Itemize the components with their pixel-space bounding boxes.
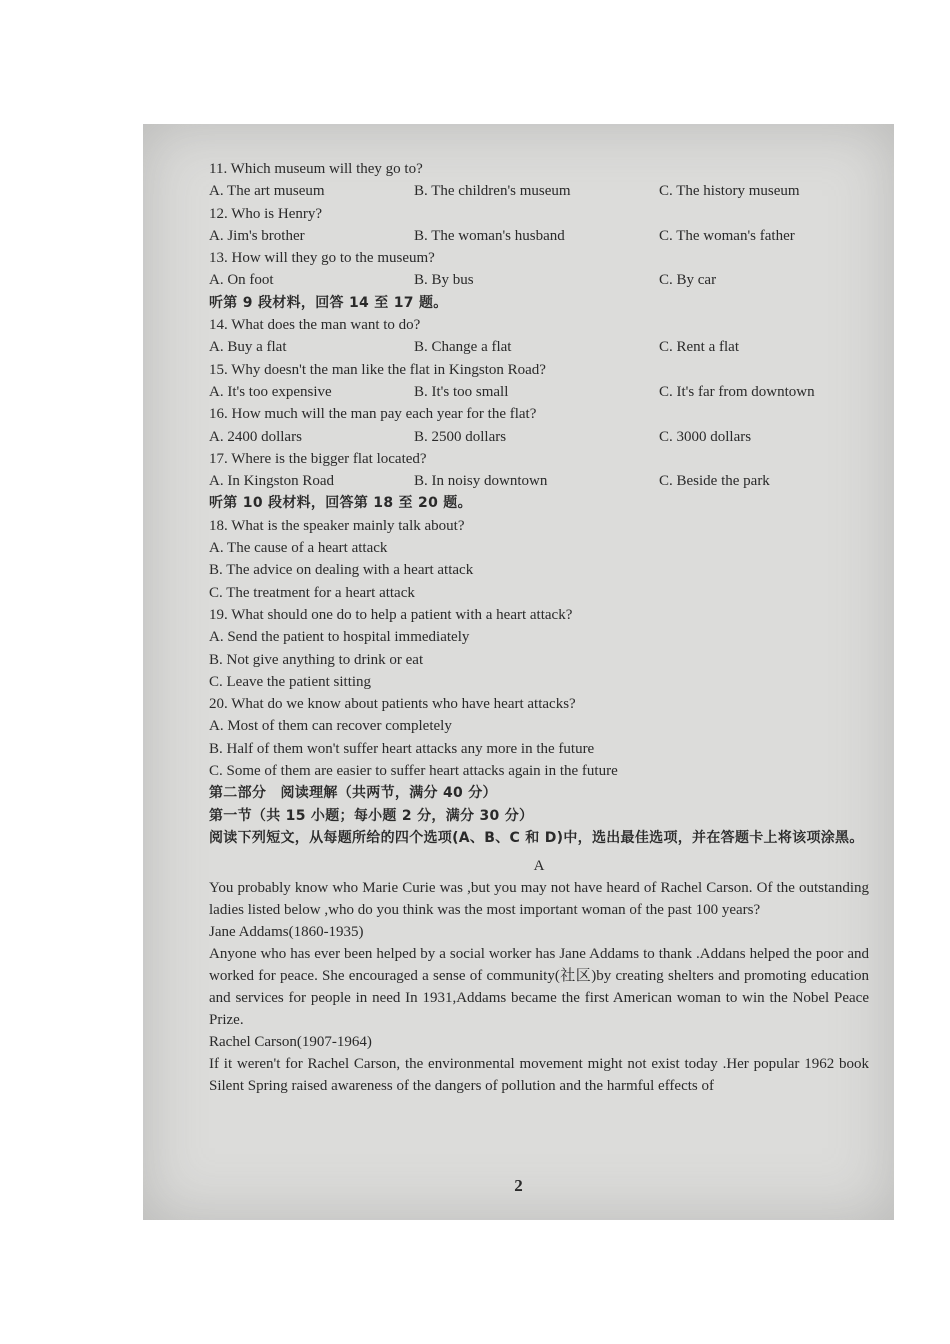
question-text: 11. Which museum will they go to? [209,161,423,177]
question-11 [209,158,869,203]
question-17 [209,448,869,493]
person-2-paragraph: If it weren't for Rachel Carson, the environmental movement might not exist today .Her popular 1962 book Silent Spring raised awareness of the dangers of pollution and the harmful effects of [209,1056,869,1095]
question-text: 13. How will they go to the museum? [209,250,435,267]
option-a: A. Buy a flat [209,339,287,356]
page-content [209,158,869,1097]
option-c: C. Beside the park [659,473,770,490]
question-13 [209,247,869,292]
option-b: B. The woman's husband [414,227,565,244]
question-text: 14. What does the man want to do? [209,317,421,334]
option-a: A. The cause of a heart attack [209,540,388,557]
option-a: A. In Kingston Road [209,473,334,490]
question-text: 16. How much will the man pay each year for the flat? [209,406,537,423]
option-a: A. It's too expensive [209,383,332,400]
part-2-heading: 第二部分 阅读理解（共两节，满分 40 分） [209,785,497,802]
question-text: 19. What should one do to help a patient with a heart attack? [209,606,573,623]
option-c: C. The history museum [659,183,800,200]
option-b: B. It's too small [414,383,509,400]
passage-intro: You probably know who Marie Curie was ,but you may not have heard of Rachel Carson. Of the outstanding ladies listed below ,who do you think was the most important woman of the past 100 years? [209,880,869,919]
option-a: A. Most of them can recover completely [209,718,452,735]
option-b: B. Half of them won't suffer heart attacks any more in the future [209,740,595,757]
option-b: B. In noisy downtown [414,473,548,490]
question-text: 15. Why doesn't the man like the flat in Kingston Road? [209,361,546,378]
option-c: C. The woman's father [659,227,795,244]
reading-instructions: 阅读下列短文，从每题所给的四个选项(A、B、C 和 D)中，选出最佳选项，并在答题卡上将该项涂黑。 [209,829,864,846]
option-b: B. By bus [414,272,474,289]
page-number: 2 [514,1176,523,1195]
question-18 [209,515,869,604]
question-12 [209,203,869,248]
option-c: C. Leave the patient sitting [209,673,372,690]
option-a: A. Send the patient to hospital immediately [209,629,470,646]
option-c: C. It's far from downtown [659,383,815,400]
person-1-paragraph: Anyone who has ever been helped by a social worker has Jane Addams to thank .Addans helped the poor and worked for peace. She encouraged a sense of community(社区)by creating shelters and promoting education and services for people in need In 1931,Addams became the first American woman to win the Nobel Peace Prize. [209,946,869,1029]
passage-label: A [533,857,545,874]
question-20 [209,693,869,782]
question-text: 20. What do we know about patients who have heart attacks? [209,696,576,713]
option-b: B. The advice on dealing with a heart attack [209,562,474,579]
person-1-heading: Jane Addams(1860-1935) [209,924,364,941]
option-b: B. Not give anything to drink or eat [209,651,424,668]
question-19 [209,604,869,693]
option-c: C. Rent a flat [659,339,739,356]
option-c: C. Some of them are easier to suffer heart attacks again in the future [209,763,618,780]
option-b: B. The children's museum [414,183,571,200]
option-a: A. The art museum [209,183,325,200]
option-a: A. On foot [209,272,274,289]
section-9-instruction: 听第 9 段材料，回答 14 至 17 题。 [209,294,448,311]
option-c: C. 3000 dollars [659,428,752,445]
question-14 [209,314,869,359]
person-2-heading: Rachel Carson(1907-1964) [209,1034,372,1051]
option-b: B. Change a flat [414,339,512,356]
option-c: C. By car [659,272,717,289]
section-10-instruction: 听第 10 段材料，回答第 18 至 20 题。 [209,495,472,512]
scanned-page [143,124,894,1220]
option-c: C. The treatment for a heart attack [209,584,415,601]
option-a: A. 2400 dollars [209,428,302,445]
option-a: A. Jim's brother [209,227,305,244]
part-2-section-1-heading: 第一节（共 15 小题；每小题 2 分，满分 30 分） [209,807,534,824]
question-text: 18. What is the speaker mainly talk about? [209,517,465,534]
question-text: 12. Who is Henry? [209,205,323,222]
question-16 [209,403,869,448]
question-text: 17. Where is the bigger flat located? [209,450,427,467]
option-b: B. 2500 dollars [414,428,507,445]
question-15 [209,359,869,404]
